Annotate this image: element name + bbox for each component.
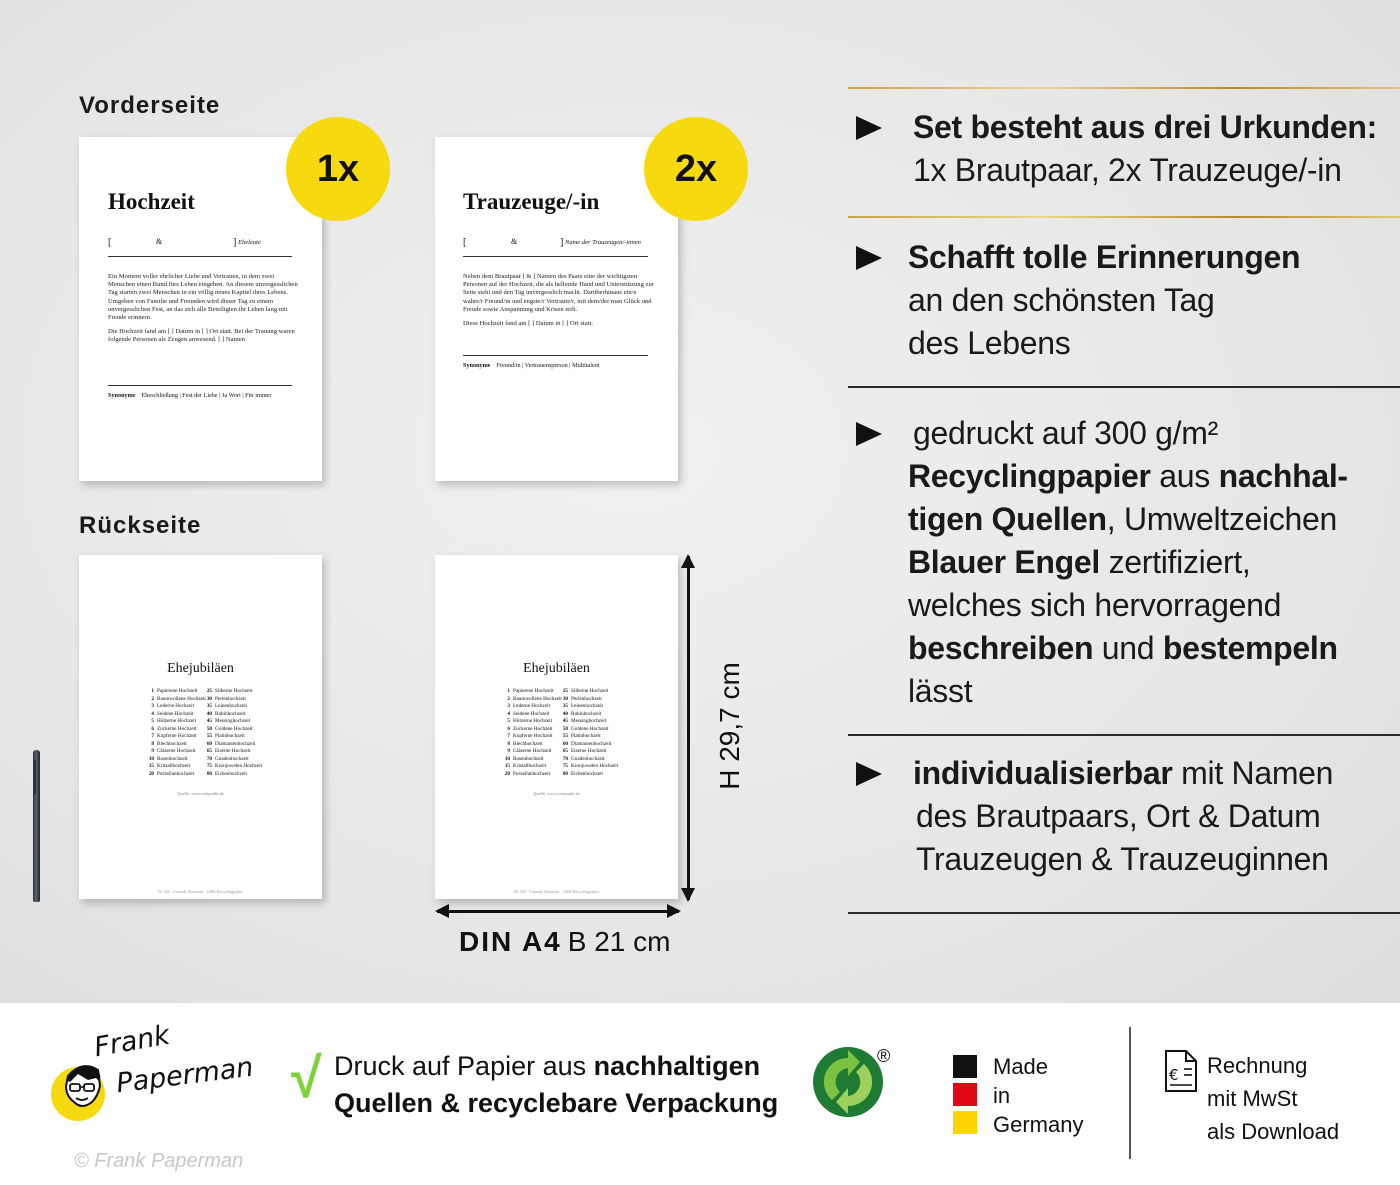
green-dot-recycling-icon — [812, 1046, 884, 1118]
registered-mark: ® — [877, 1046, 891, 1066]
back-source: Quelle: www.zeitpunkt.de — [532, 791, 581, 796]
anniversary-item: 3 Lederne Hochzeit — [507, 703, 551, 710]
anniversary-item: 50 Goldene Hochzeit — [206, 725, 253, 732]
bullet-triangle-icon — [856, 762, 882, 786]
anniversary-item: 65 Eiserne Hochzeit — [562, 748, 607, 755]
anniversary-item: 35 Leinenhochzeit — [562, 703, 603, 710]
anniversary-item: 3 Lederne Hochzeit — [151, 703, 195, 710]
certificate-title: Trauzeuge/-in — [463, 189, 600, 214]
anniversary-item: 20 Porzellanhochzeit — [504, 771, 551, 778]
width-arrow — [437, 910, 679, 913]
logo-word-paperman: Paperman — [114, 1051, 256, 1100]
certificate-body: Ein Moment voller ehrlicher Liebe und Vertrauen, in dem zwei Menschen einen Bund fürs Leben eingehen. An diesem unvergesslichen Tag starten zwei Menschen in ein völlig neues Kapitel ihres Lebens. Umgeben von Familie und Freunden wird dieser Tag zu einem unvergesslichen Fest, an das sich alle Beteiligten ihr Leben lang mit Freude erinnern. Die Hochzeit fand am [ ] Datum in [ ] Ort statt. Bei der Trauung waren folgende Personen als Zeugen anwesend. [ ] Namen — [108, 273, 298, 344]
divider-1 — [848, 386, 1400, 388]
certificate-trauzeuge-front — [435, 137, 678, 481]
anniversary-item: 30 Perlenhochzeit — [206, 695, 246, 702]
anniversary-item: 8 Blechhochzeit — [151, 740, 187, 747]
divider-2 — [848, 734, 1400, 736]
anniversary-item: 60 Diamantenhochzeit — [206, 740, 256, 747]
anniversary-item: 4 Seidene Hochzeit — [151, 710, 194, 717]
anniversary-item: 60 Diamantenhochzeit — [562, 740, 612, 747]
anniversary-item: 15 Kristallhochzeit — [504, 763, 547, 770]
height-arrow — [687, 556, 690, 900]
back-source: Quelle: www.zeitpunkt.de — [176, 791, 225, 796]
checkmark-icon: √ — [291, 1046, 322, 1109]
frank-paperman-logo-icon — [48, 1056, 114, 1122]
anniversary-item: 2 Baumwollene Hochzeit — [151, 695, 206, 702]
anniversary-item: 5 Hölzerne Hochzeit — [507, 718, 553, 725]
anniversary-item: 9 Gläserne Hochzeit — [507, 748, 552, 755]
anniversary-item: 50 Goldene Hochzeit — [562, 725, 609, 732]
witness-name-field: [ & ] Name der Trauzeugen/-innen — [463, 235, 648, 257]
anniversary-column-1 — [501, 688, 563, 779]
anniversary-item: 15 Kristallhochzeit — [148, 763, 191, 770]
anniversary-item: 55 Platinhochzeit — [206, 733, 245, 740]
feature-paper: gedruckt auf 300 g/m² Recyclingpapier aus nachhal- tigen Quellen, Umweltzeichen Blauer Engel zertifiziert, welches sich hervorragend beschreiben und bestempeln lässt — [856, 412, 1348, 713]
flag-stripe-red — [953, 1083, 977, 1106]
certificate-hochzeit-front — [79, 137, 322, 481]
certificate-title: Hochzeit — [108, 189, 195, 214]
anniversary-item: 55 Platinhochzeit — [562, 733, 601, 740]
anniversary-item: 5 Hölzerne Hochzeit — [151, 718, 197, 725]
anniversary-item: 7 Kupferne Hochzeit — [151, 733, 197, 740]
anniversary-item: 9 Gläserne Hochzeit — [151, 748, 196, 755]
anniversary-item: 80 Eichenhochzeit — [562, 771, 603, 778]
width-dimension: DIN A4 B 21 cm — [459, 926, 671, 957]
anniversary-item: 10 Rosenhochzeit — [148, 755, 188, 762]
copyright-text: © Frank Paperman — [74, 1150, 244, 1172]
anniversary-column-1 — [145, 688, 207, 779]
anniversary-item: 80 Eichenhochzeit — [206, 771, 247, 778]
footer-separator — [1129, 1027, 1131, 1159]
anniversary-item: 1 Papierene Hochzeit — [151, 688, 198, 694]
synonyms-row: Synonyme Eheschließung | Fest der Liebe | Ja Wort | Für immer — [108, 385, 292, 399]
feature-personalize: individualisierbar mit Namen des Brautpaars, Ort & Datum Trauzeugen & Trauzeuginnen — [856, 752, 1333, 881]
anniversary-item: 45 Messinghochzeit — [206, 718, 251, 725]
feature-memories: Schafft tolle Erinnerungen an den schönsten Tag des Lebens — [856, 236, 1300, 365]
couple-name-field: [ & ] Eheleute — [108, 235, 292, 257]
anniversary-item: 20 Porzellanhochzeit — [148, 771, 195, 778]
back-title: Ehejubiläen — [167, 661, 234, 676]
anniversary-item: 25 Silberne Hochzeit — [206, 688, 253, 694]
certificate-back-1 — [79, 555, 322, 899]
feature-set: Set besteht aus drei Urkunden: 1x Brautpaar, 2x Trauzeuge/-in — [856, 106, 1377, 192]
divider-3 — [848, 912, 1400, 914]
euro-symbol: € — [1169, 1066, 1179, 1084]
anniversary-item: 40 Rubinhochzeit — [206, 710, 246, 717]
bullet-triangle-icon — [856, 116, 882, 140]
flag-stripe-black — [953, 1055, 977, 1078]
anniversary-item: 1 Papierene Hochzeit — [507, 688, 554, 694]
back-side-label: Rückseite — [79, 512, 202, 539]
bullet-triangle-icon — [856, 422, 882, 446]
front-side-label: Vorderseite — [79, 92, 221, 119]
anniversary-item: 2 Baumwollene Hochzeit — [507, 695, 562, 702]
anniversary-column-2 — [203, 688, 265, 779]
anniversary-item: 6 Zuckerne Hochzeit — [151, 725, 197, 732]
anniversary-item: 70 Gnadenhochzeit — [562, 755, 605, 762]
back-footer: Nr. 320 · Urkunde Synonym · 100% Recyclingpapier — [513, 889, 600, 894]
quantity-badge-1x: 1x — [286, 117, 390, 221]
anniversary-item: 6 Zuckerne Hochzeit — [507, 725, 553, 732]
invoice-note: Rechnung mit MwSt als Download — [1207, 1053, 1340, 1144]
divider-gold-2 — [848, 216, 1400, 218]
sustainability-note: Druck auf Papier aus nachhaltigen Quellen & recyclebare Verpackung — [334, 1051, 779, 1118]
divider-gold-1 — [848, 87, 1400, 89]
anniversary-item: 30 Perlenhochzeit — [562, 695, 602, 702]
flag-stripe-gold — [953, 1111, 977, 1134]
quantity-badge-2x: 2x — [644, 117, 748, 221]
anniversary-item: 35 Leinenhochzeit — [206, 703, 247, 710]
anniversary-item: 45 Messinghochzeit — [562, 718, 607, 725]
anniversary-item: 75 Kronjuwelen Hochzeit — [206, 763, 263, 770]
anniversary-item: 75 Kronjuwelen Hochzeit — [562, 763, 619, 770]
made-in-germany: Made in Germany — [993, 1054, 1084, 1137]
anniversary-item: 65 Eiserne Hochzeit — [206, 748, 251, 755]
logo-word-frank: Frank — [91, 1019, 173, 1064]
anniversary-item: 25 Silberne Hochzeit — [562, 688, 609, 694]
invoice-document-icon — [1164, 1049, 1198, 1093]
certificate-body: Neben dem Brautpaar [ & ] Namen des Paars eine der wichtigsten Personen auf der Hochzeit, die als helfende Hand und Unterstützung zur Seite steht und den Tag unvergesslich macht. Darüberhinaus ein/e wahre/r Freund/in und engste/r Vertraute/r, mit dem/der man Glück und Freude sowie Anspannung und Krisen teilt. Diese Hochzeit fand am [ ] Datum in [ ] Ort statt. — [463, 273, 654, 328]
bullet-triangle-icon — [856, 246, 882, 270]
synonyms-row: Synonyme Freund/in | Vertrauensperson | Multitalent — [463, 355, 648, 369]
anniversary-item: 8 Blechhochzeit — [507, 740, 543, 747]
anniversary-column-2 — [559, 688, 621, 779]
anniversary-item: 70 Gnadenhochzeit — [206, 755, 249, 762]
anniversary-item: 10 Rosenhochzeit — [504, 755, 544, 762]
anniversary-item: 4 Seidene Hochzeit — [507, 710, 550, 717]
anniversary-item: 7 Kupferne Hochzeit — [507, 733, 553, 740]
pen-image — [33, 750, 40, 902]
back-footer: Nr. 320 · Urkunde Synonym · 100% Recyclingpapier — [157, 889, 244, 894]
height-dimension: H 29,7 cm — [714, 662, 745, 790]
anniversary-item: 40 Rubinhochzeit — [562, 710, 602, 717]
certificate-back-2 — [435, 555, 678, 899]
back-title: Ehejubiläen — [523, 661, 590, 676]
